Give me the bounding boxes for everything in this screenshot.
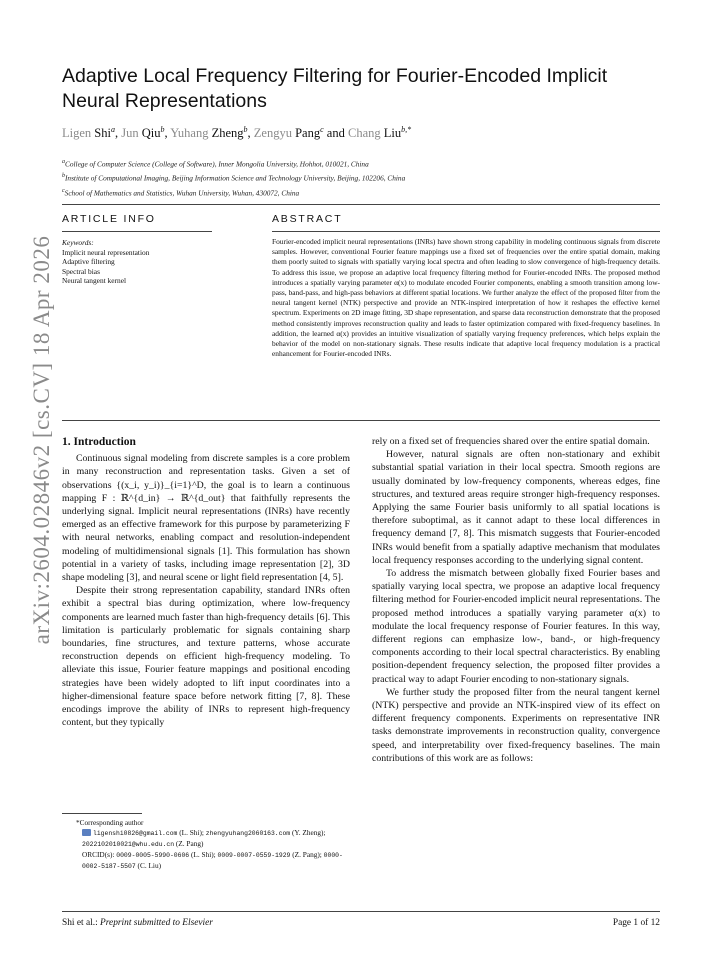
author-affil-sup: b bbox=[160, 125, 165, 134]
paragraph: However, natural signals are often non-stationary and exhibit substantial spatial variation in their local spectra. Smooth regions are usually dominated by low-frequency components, whereas edges, fine structures, and textured areas require stronger high-frequency responses. Applying the same Fourier basis uniformly to all spatial locations is therefore suboptimal, as it cannot adapt to these local differences in frequency demand [7, 8]. This mismatch suggests that Fourier-encoded INRs would benefit from a spatially adaptive mechanism that modulates local frequency responses according to the underlying signal content. bbox=[372, 449, 660, 566]
email-zheng[interactable]: zhengyuhang2060163.com bbox=[205, 830, 291, 837]
header-rule bbox=[62, 204, 660, 205]
author-affil-sup: b bbox=[243, 125, 248, 134]
footer-rule bbox=[62, 911, 660, 912]
author-given-name: Chang bbox=[347, 126, 384, 141]
paper-title: Adaptive Local Frequency Filtering for Fourier-Encoded Implicit Neural Representations bbox=[62, 65, 608, 112]
author-affil-sup: b,* bbox=[401, 125, 412, 134]
footnotes bbox=[62, 818, 358, 872]
paragraph: rely on a fixed set of frequencies shared over the entire spatial domain. bbox=[372, 436, 650, 447]
affiliation-line: $^c$School of Mathematics and Statistics, Wuhan University, Wuhan, 430072, China bbox=[62, 187, 300, 198]
email-line: ligenshi0826@gmail.com (L. Shi); zhengyuhang2060163.com (Y. Zheng); 2022102010021@whu.edu.cn (Z. Pang) bbox=[82, 828, 326, 848]
footer-left: Shi et al.: Preprint submitted to Elsevier bbox=[62, 918, 213, 928]
keyword-item: Adaptive filtering bbox=[62, 257, 115, 267]
email-shi[interactable]: ligenshi0826@gmail.com bbox=[93, 830, 178, 837]
author-given-name: Yuhang bbox=[170, 126, 212, 141]
author-family-name: Shi bbox=[94, 126, 111, 141]
author-list: Ligen Shi$^a$, Jun Qiu$^b$, Yuhang Zheng$^b$, Zengyu Pang$^c$ and Chang Liu$^{b,*}$ bbox=[62, 125, 412, 141]
email-icon bbox=[82, 829, 91, 836]
keywords-block bbox=[62, 238, 222, 286]
keywords-list bbox=[62, 248, 222, 286]
author-given-name: Zengyu bbox=[253, 126, 296, 141]
affiliation-line: $^b$Institute of Computational Imaging, Beijing Information Science and Technology University, Beijing, 102206, China bbox=[62, 173, 406, 183]
abstract-text: Fourier-encoded implicit neural representations (INRs) have shown strong capability in modeling continuous signals from discrete samples. However, conventional Fourier feature mappings use a fixed set of frequencies over the entire spatial domain, making them poorly suited to signals with spatially varying local spectra and often leading to slow convergence of high-frequency details. To address this issue, we propose an adaptive local frequency filtering method for Fourier-encoded INRs. The proposed method introduces a spatially varying parameter α(x) to modulate encoded Fourier components, enabling a smooth transition among low-pass, band-pass, and high-pass behaviors at different spatial locations. We further analyze the effect of the proposed filter from the neural tangent kernel (NTK) perspective and provide an NTK-inspired interpretation of how it reshapes the effective kernel spectrum. Experiments on 2D image fitting, 3D shape representation, and sparse data reconstruction demonstrate that the proposed method consistently improves reconstruction quality and leads to faster optimization compared with fixed-frequency baselines. In addition, the learned α(x) provides an intuitive visualization of spatially varying frequency preferences, which helps explain the behavior of the model on non-stationary signals. These results indicate that adaptive local frequency modulation is a practical enhancement for Fourier-encoded INRs. bbox=[272, 237, 660, 359]
author-affil-sup: a bbox=[110, 125, 115, 134]
author-family-name: Pang bbox=[295, 126, 321, 141]
intro-left-column bbox=[62, 436, 350, 729]
abstract-rule bbox=[272, 231, 660, 232]
section-heading-introduction: 1. Introduction bbox=[62, 436, 136, 448]
page-number: Page 1 of 12 bbox=[612, 918, 660, 928]
affiliations bbox=[62, 156, 662, 199]
author-affil-sup: c bbox=[320, 125, 324, 134]
author-name bbox=[170, 126, 247, 140]
author-name bbox=[254, 126, 324, 140]
author-name bbox=[348, 126, 411, 140]
email-pang[interactable]: 2022102010021@whu.edu.cn bbox=[82, 841, 175, 848]
author-given-name: Ligen bbox=[62, 126, 95, 141]
paragraph: To address the mismatch between globally fixed Fourier bases and spatially varying local spectra, we propose an adaptive local frequency filtering method for Fourier-encoded implicit neural representations. The proposed method introduces a spatially varying parameter α(x) to modulate the local frequency response of Fourier features. In this way, different regions can emphasize low-, band-, or high-frequency components according to their local spectral characteristics. By enabling position-dependent frequency selection, the proposed filter provides a practical way to adapt Fourier encoding to non-stationary signals. bbox=[372, 568, 660, 685]
author-name bbox=[121, 126, 164, 140]
footer-venue: Preprint submitted to Elsevier bbox=[100, 918, 213, 928]
author-family-name: Qiu bbox=[141, 126, 161, 141]
author-family-name: Liu bbox=[383, 126, 402, 141]
keyword-item: Spectral bias bbox=[62, 266, 100, 276]
author-name bbox=[62, 126, 115, 140]
arxiv-stamp-text: arXiv:2604.02846v2 [cs.CV] 18 Apr 2026 bbox=[29, 235, 54, 645]
keywords-label: Keywords: bbox=[62, 238, 94, 247]
paragraph: Despite their strong representation capability, standard INRs often exhibit a spectral bias during optimization, where low-frequency components are learned much faster than high-frequency details [6]. This limitation is particularly problematic for signals containing sharp boundaries, fine structures, and texture patterns, whose accurate reconstruction depends on efficient high-frequency modeling. To alleviate this issue, Fourier feature mappings and positional encoding strategies have been widely adopted to lift input coordinates into a higher-dimensional feature space before network fitting [7, 8]. These encodings improve the ability of INRs to represent high-frequency content, but they typically bbox=[62, 585, 350, 729]
paragraph: Continuous signal modeling from discrete samples is a core problem in many reconstruction and representation tasks. Given a set of observations {(x_i, y_i)}_{i=1}^D, the goal is to learn a continuous mapping F : ℝ^{d_in} → ℝ^{d_out} that faithfully represents the underlying signal. Implicit neural representations (INRs) have recently emerged as an effective framework for this purpose by parameterizing F with neural networks, enabling compact and resolution-independent modeling of multidimensional signals [1]. This formulation has shown potential in a variety of tasks, including image representation [2], 3D shape modeling [3], and neural scene or light field representation [4, 5]. bbox=[62, 453, 350, 584]
abstract-heading: ABSTRACT bbox=[272, 213, 343, 225]
orcid-line: ORCID(s): 0009-0005-5990-0606 (L. Shi); 0009-0007-0559-1929 (Z. Pang); 0000-0002-5187-5507 (C. Liu) bbox=[82, 850, 343, 870]
footnote-rule bbox=[62, 813, 142, 814]
author-given-name: Jun bbox=[121, 126, 142, 141]
orcid-liu[interactable]: 0000-0002-5187-5507 bbox=[82, 852, 343, 870]
orcid-shi[interactable]: 0009-0005-5990-0606 bbox=[116, 852, 190, 859]
paragraph: We further study the proposed filter from the neural tangent kernel (NTK) perspective and provide an NTK-inspired view of its effect on different frequency components. Experiments on representative INR tasks demonstrate improvements in reconstruction quality, convergence speed, and interpretability over fixed-frequency baselines. The main contributions of this work are as follows: bbox=[372, 686, 660, 764]
author-family-name: Zheng bbox=[211, 126, 244, 141]
intro-right-column bbox=[372, 435, 660, 765]
article-info-heading: ARTICLE INFO bbox=[62, 213, 156, 225]
arxiv-stamp bbox=[22, 160, 62, 720]
keyword-item: Implicit neural representation bbox=[62, 247, 150, 257]
abstract-bottom-rule bbox=[62, 420, 660, 421]
corresponding-note: *Corresponding author bbox=[76, 818, 144, 827]
orcid-pang[interactable]: 0009-0007-0559-1929 bbox=[217, 852, 291, 859]
article-info-rule bbox=[62, 231, 212, 232]
keyword-item: Neural tangent kernel bbox=[62, 276, 127, 286]
affiliation-line: $^a$College of Computer Science (College of Software), Inner Mongolia University, Hohhot, 010021, China bbox=[62, 159, 369, 169]
